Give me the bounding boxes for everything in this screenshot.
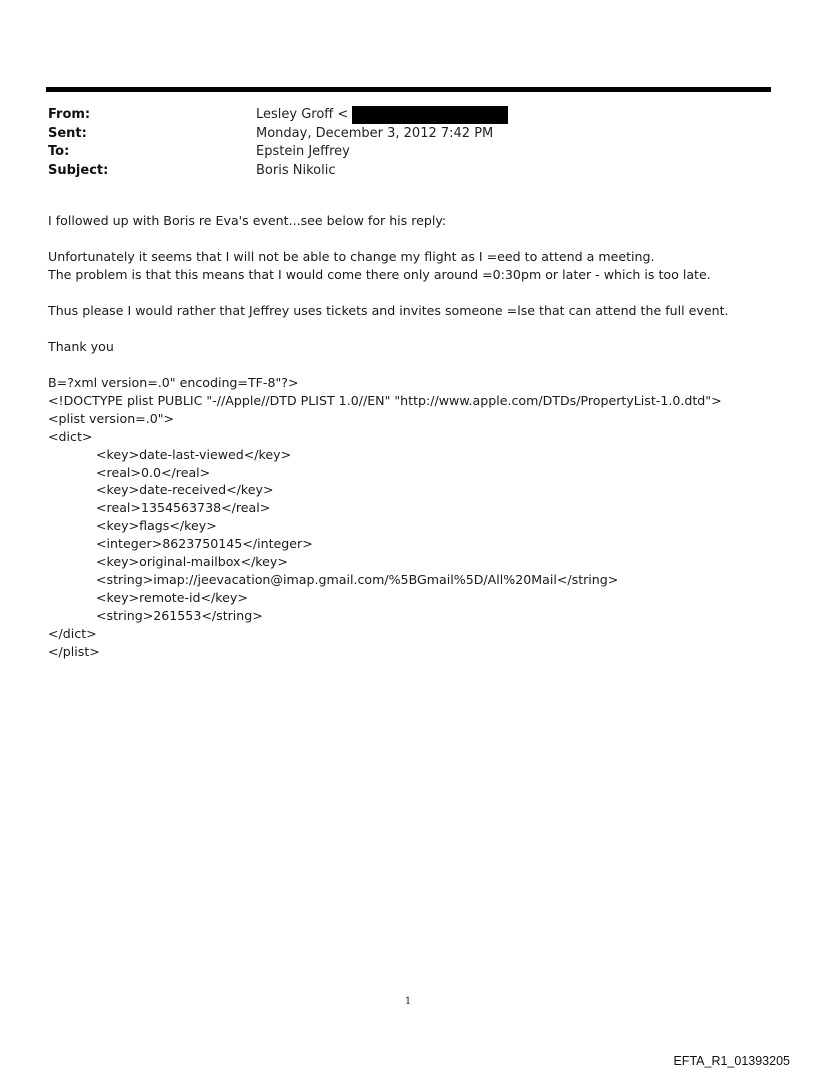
from-row — [48, 106, 648, 125]
xml-line: <string>imap://jeevacation@imap.gmail.com/%5BGmail%5D/All%20Mail</string> — [96, 571, 619, 587]
xml-line: </dict> — [48, 625, 97, 641]
subject-value: Boris Nikolic — [256, 162, 336, 178]
email-header — [48, 106, 648, 180]
to-label: To: — [48, 144, 70, 159]
subject-row — [48, 162, 648, 181]
sent-value: Monday, December 3, 2012 7:42 PM — [256, 125, 494, 141]
from-sender-name: Lesley Groff < — [256, 107, 349, 122]
xml-line: </plist> — [48, 643, 100, 659]
xml-line: <plist version=.0"> — [48, 410, 175, 426]
sent-label: Sent: — [48, 125, 87, 141]
to-value: Epstein Jeffrey — [256, 144, 350, 159]
xml-line: <key>original-mailbox</key> — [96, 554, 288, 570]
reply-line: Unfortunately it seems that I will not be able to change my flight as I =eed to attend a meeting. — [48, 249, 655, 264]
thanks-line: Thank you — [48, 339, 114, 354]
email-body — [48, 212, 788, 661]
sent-row — [48, 125, 648, 144]
xml-line: <key>date-last-viewed</key> — [96, 446, 292, 462]
xml-line: <string>261553</string> — [96, 607, 263, 623]
xml-line: <!DOCTYPE plist PUBLIC "-//Apple//DTD PLIST 1.0//EN" "http://www.apple.com/DTDs/PropertyList-1.0.dtd"> — [48, 392, 722, 408]
to-row — [48, 143, 648, 162]
document-id: EFTA_R1_01393205 — [673, 1054, 790, 1068]
header-divider-rule — [46, 87, 771, 92]
reply-line: Thus please I would rather that Jeffrey uses tickets and invites someone =lse that can attend the full event. — [48, 303, 729, 318]
xml-line: <real>0.0</real> — [96, 464, 211, 480]
xml-line: <key>flags</key> — [96, 518, 217, 534]
subject-label: Subject: — [48, 162, 109, 178]
from-value — [256, 106, 508, 125]
xml-line: <key>date-received</key> — [96, 482, 274, 498]
xml-line: <integer>8623750145</integer> — [96, 536, 313, 552]
redaction-box — [352, 106, 508, 124]
xml-metadata-block — [48, 374, 788, 661]
xml-line: <real>1354563738</real> — [96, 500, 271, 516]
xml-line: B=?xml version=.0" encoding=TF-8"?> — [48, 375, 299, 390]
xml-line: <dict> — [48, 428, 93, 444]
xml-line: <key>remote-id</key> — [96, 589, 248, 605]
reply-line: The problem is that this means that I would come there only around =0:30pm or later - which is too late. — [48, 267, 711, 282]
from-label: From: — [48, 107, 91, 122]
intro-paragraph: I followed up with Boris re Eva's event...see below for his reply: — [48, 213, 447, 228]
page-number: 1 — [404, 996, 412, 1007]
